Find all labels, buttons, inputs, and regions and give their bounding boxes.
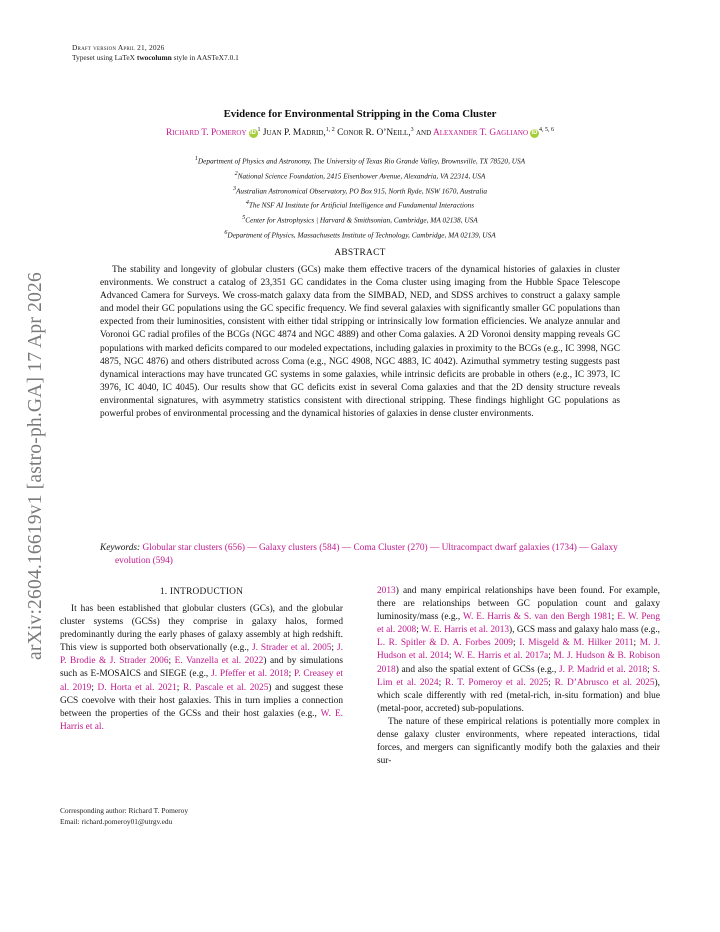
- citation-link[interactable]: J. P. Madrid et al. 2018: [559, 664, 648, 675]
- orcid-icon[interactable]: iD: [250, 130, 257, 137]
- footnote: [60, 805, 343, 827]
- affiliation: $^6$Department of Physics, Massachusetts Institute of Technology, Cambridge, MA 02139, USA: [224, 230, 496, 240]
- citation-link[interactable]: M. J. Hudson et al. 2014: [377, 638, 661, 662]
- affiliation: $^1$Department of Physics and Astronomy, The University of Texas Rio Grande Valley, Brownsville, TX 78520, USA: [194, 156, 526, 166]
- draft-line: Draft version April 21, 2026: [72, 43, 165, 52]
- text-run: ;: [91, 682, 98, 693]
- citation-link[interactable]: I. Misgeld & M. Hilker 2011: [519, 638, 634, 649]
- text-run: It has been established that globular clusters (GCs), and the globular cluster systems (GCSs) they comprise in galaxy halos, formed predominantly during the early phases of galaxy assembly at high redshift. This view is supported both observationally (e.g.,: [60, 604, 343, 654]
- text-run: ) and also the spatial extent of GCSs (e.g.,: [395, 664, 560, 675]
- text-run: ;: [512, 638, 520, 649]
- citation-link[interactable]: R. Pascale et al. 2025: [182, 682, 269, 693]
- citation-link[interactable]: S. Lim et al. 2024: [377, 664, 660, 688]
- affiliations: [0, 153, 720, 242]
- paragraph: The nature of these empirical relations is potentially more complex in dense galaxy cluster environments, where repeated interactions, tidal forces, and mergers can significantly modify both the galaxies and their sur-: [377, 716, 660, 767]
- citation-link[interactable]: R. T. Pomeroy et al. 2025: [445, 677, 549, 688]
- text-run: ;: [548, 651, 554, 662]
- text-run: ;: [331, 643, 338, 654]
- text-run: ) and many empirical relationships have been found. For example, there are relationships between GC population count and galaxy luminosity/mass (e.g.,: [377, 586, 660, 623]
- citation-link[interactable]: W. E. Harris & S. van den Bergh 1981: [462, 612, 612, 623]
- affiliation: $^2$National Science Foundation, 2415 Eisenhower Avenue, Alexandria, VA 22314, USA: [234, 170, 486, 181]
- affiliation: $^3$Australian Astronomical Observatory, PO Box 915, North Ryde, NSW 1670, Australia: [232, 185, 488, 196]
- citation-link[interactable]: L. R. Spitler & D. A. Forbes 2009: [377, 638, 513, 649]
- affiliation: $^5$Center for Astrophysics | Harvard & Smithsonian, Cambridge, MA 02138, USA: [242, 215, 478, 225]
- text-run: ;: [647, 664, 653, 675]
- text-run: ;: [438, 677, 446, 688]
- section-heading: 1. INTRODUCTION: [159, 587, 244, 597]
- author-name: Juan P. Madrid,: [262, 128, 326, 139]
- paper-title: Evidence for Environmental Stripping in the Coma Cluster: [223, 108, 497, 120]
- text-run: ;: [448, 651, 455, 662]
- author-name: Conor R. O’Neill,: [337, 128, 411, 139]
- abstract-text: The stability and longevity of globular clusters (GCs) make them effective tracers of the dynamical histories of galaxies in cluster environments. We construct a catalog of 23,351 GC candidates in the Coma cluster using imaging from the Hubble Space Telescope Advanced Camera for Surveys. We cross-match galaxy data from the SIMBAD, NED, and SDSS archives to construct a galaxy sample and model their GC populations using the GC specific frequency. We find several galaxies with significantly smaller GC populations than expected from their luminosities, consistent with either tidal stripping or intrinsically low formation efficiencies. We analyze annular and Voronoi GC radial profiles of the BCGs (NGC 4874 and NGC 4889) and other Coma galaxies. A 2D Voronoi density mapping reveals GC populations with marked deficits compared to our modeled expectations, including galaxies in proximity to the BCGs (e.g., IC 3998, NGC 4875, NGC 4876) and others distributed across Coma (e.g., NGC 4908, NGC 4883, IC 4042). Azimuthal symmetry testing suggests past dynamical interactions may have truncated GC systems in some galaxies, while intrinsic deficits are probable in others (e.g., IC 3973, IC 3976, IC 4040, IC 4045). Our results show that GC deficits exist in several Coma galaxies and that the 2D density structure reveals environmental signatures, with asymmetry statistics consistent with directional stripping. These findings highlight GC populations as powerful probes of environmental processing and the dynamical histories of galaxies in dense cluster environments.: [100, 265, 620, 420]
- citation-link[interactable]: R. D’Abrusco et al. 2025: [554, 677, 655, 688]
- left-column: [60, 603, 343, 734]
- citation-link[interactable]: D. Horta et al. 2021: [97, 682, 177, 693]
- text-run: ), which scale differently with red (metal-rich, in-situ formation) and blue (metal-poor, accreted) sub-populations.: [377, 677, 660, 714]
- text-run: ;: [548, 677, 555, 688]
- orcid-icon[interactable]: iD: [531, 130, 538, 137]
- author-list: Richard T. Pomeroy $iD^1$ Juan P. Madrid,$^{1, 2}$ Conor R. O’Neill,$^3$ and Alexander T. Gagliano iD$^{4, 5, 6}$: [165, 127, 555, 139]
- citation-link[interactable]: 2013: [377, 586, 396, 596]
- citation-link[interactable]: M. J. Hudson & B. Robison 2018: [377, 651, 661, 675]
- right-column: [377, 585, 660, 768]
- text-run: ;: [288, 669, 295, 680]
- author-link[interactable]: Richard T. Pomeroy: [165, 128, 247, 139]
- text-run: ), GCS mass and galaxy halo mass (e.g.,: [509, 625, 660, 636]
- text-run: ;: [176, 682, 183, 693]
- citation-link[interactable]: E. Vanzella et al. 2022: [174, 656, 264, 667]
- email[interactable]: Email: richard.pomeroy01@utrgv.edu: [60, 817, 173, 826]
- citation-link[interactable]: J. Strader et al. 2005: [251, 643, 332, 654]
- typeset-line: Typeset using LaTeX twocolumn style in AASTeX7.0.1: [72, 53, 239, 62]
- paragraph: [377, 585, 660, 716]
- citation-link[interactable]: W. E. Harris et al.: [60, 708, 343, 732]
- citation-link[interactable]: P. Creasey et al. 2019: [60, 669, 343, 693]
- keywords-links[interactable]: Globular star clusters (656) — Galaxy clusters (584) — Coma Cluster (270) — Ultracompact dwarf galaxies (1734) — Galaxy evolution (594): [115, 543, 618, 567]
- corresponding-author: Corresponding author: Richard T. Pomeroy: [60, 806, 189, 815]
- abstract-heading: ABSTRACT: [334, 248, 386, 258]
- citation-link[interactable]: J. P. Brodie & J. Strader 2006: [60, 643, 343, 667]
- keywords: Keywords: Globular star clusters (656) — Galaxy clusters (584) — Coma Cluster (270) — Ultracompact dwarf galaxies (1734) — Galaxy evolution (594): [100, 543, 618, 567]
- text-run: ;: [416, 625, 422, 636]
- citation-link[interactable]: W. E. Harris et al. 2017a: [454, 651, 549, 662]
- citation-link[interactable]: J. Pfeffer et al. 2018: [211, 669, 289, 680]
- text-run: ;: [611, 612, 618, 623]
- citation-link[interactable]: E. W. Peng et al. 2008: [377, 612, 661, 636]
- paragraph: [60, 603, 343, 734]
- text-run: ;: [633, 638, 640, 649]
- text-run: ) and suggest these GCS coevolve with their host galaxies. This in turn implies a connection between the properties of the GCSs and their host galaxies (e.g.,: [60, 682, 343, 719]
- citation-link[interactable]: W. E. Harris et al. 2013: [421, 625, 510, 636]
- text-run: ) and by simulations such as E-MOSAICS and SIEGE (e.g.,: [60, 656, 343, 680]
- affiliation: $^4$The NSF AI Institute for Artificial Intelligence and Fundamental Interactions: [245, 200, 475, 210]
- text-run: ;: [168, 656, 175, 667]
- author-link[interactable]: Alexander T. Gagliano: [432, 128, 529, 139]
